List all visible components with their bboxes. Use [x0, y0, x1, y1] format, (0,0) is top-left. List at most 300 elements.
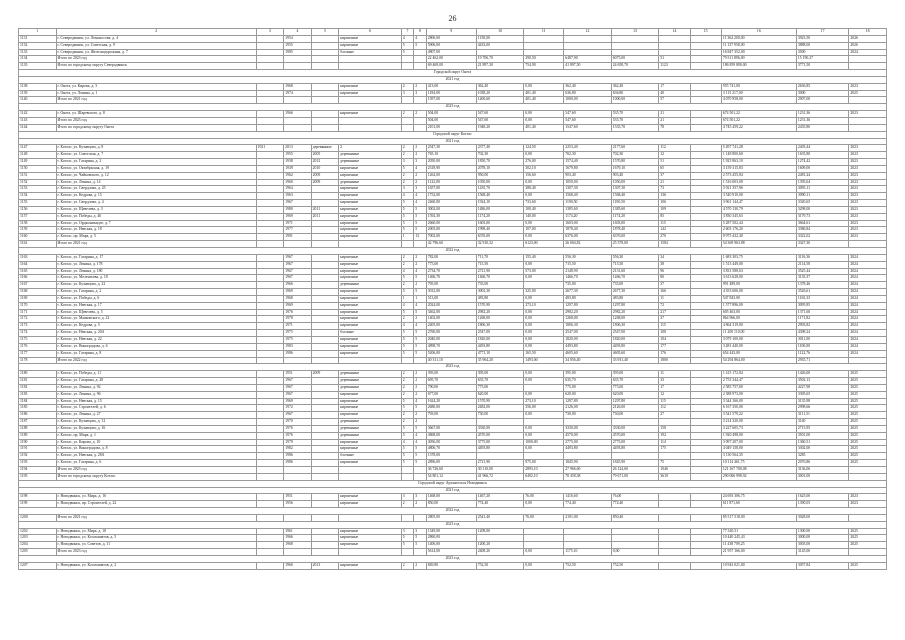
table-cell: 4771,10	[476, 350, 524, 357]
column-number: 18	[849, 29, 887, 36]
table-cell: 775,00	[476, 384, 524, 391]
table-cell: г. Котлас, ул. Чайковского, д. 12	[56, 172, 256, 179]
table-cell: 975,00	[524, 460, 564, 467]
table-cell: 1998,40	[476, 227, 524, 234]
table-cell: 3090,11	[796, 193, 849, 200]
table-cell: 1967	[284, 378, 312, 385]
table-cell	[256, 446, 284, 453]
table-cell	[414, 63, 427, 70]
table-cell: 41 966,72	[476, 473, 524, 480]
table-cell: кирпичные	[339, 446, 402, 453]
table-cell: 3322,02	[796, 234, 849, 241]
table-cell	[849, 357, 887, 364]
table-cell: 1134	[19, 56, 57, 63]
table-cell: 79 511 896,00	[721, 56, 796, 63]
table-cell: 5	[401, 213, 414, 220]
table-cell: 1172	[19, 316, 57, 323]
table-cell: 2	[401, 391, 414, 398]
table-cell: 4	[401, 268, 414, 275]
table-cell: 176	[659, 350, 690, 357]
table-cell: кирпичные	[339, 343, 402, 350]
table-cell	[401, 124, 414, 131]
table-cell	[311, 535, 339, 542]
table-cell: 5	[401, 425, 414, 432]
table-cell: 2009	[311, 172, 339, 179]
table-cell	[311, 439, 339, 446]
table-cell: 1967	[284, 275, 312, 282]
table-cell: 2	[414, 371, 427, 378]
table-cell: 674 501,22	[721, 117, 796, 124]
table-cell: 1190	[19, 439, 57, 446]
table-cell: 1939	[284, 165, 312, 172]
table-row	[19, 97, 887, 104]
table-cell: 1156	[19, 206, 57, 213]
table-cell: 1165	[19, 268, 57, 275]
table-cell: кирпичные	[339, 42, 402, 49]
table-cell: кирпичные	[339, 398, 402, 405]
table-cell: 3002,30	[476, 289, 524, 296]
table-row	[19, 391, 887, 398]
table-cell: 21	[659, 111, 690, 118]
table-cell: 2023	[849, 193, 887, 200]
table-cell: 5	[401, 446, 414, 453]
table-cell: 1171	[19, 309, 57, 316]
table-cell: 4493,80	[611, 343, 659, 350]
table-cell: г. Котлас, ул. Ленина, д. 180	[56, 268, 256, 275]
table-cell: 3	[414, 90, 427, 97]
table-cell	[256, 42, 284, 49]
table-cell: 140,00	[524, 213, 564, 220]
table-cell	[311, 282, 339, 289]
table-cell: 1964	[284, 186, 312, 193]
table-cell: 1975	[284, 330, 312, 337]
table-cell	[256, 542, 284, 549]
table-cell: 2023	[849, 220, 887, 227]
table-cell: 2998,66	[796, 405, 849, 412]
table-cell	[690, 350, 721, 357]
table-row	[19, 316, 887, 323]
table-cell: 2024	[849, 316, 887, 323]
table-cell: 106	[659, 200, 690, 207]
table-cell: 1038,20	[476, 90, 524, 97]
table-cell: 1385,60	[611, 206, 659, 213]
table-cell	[311, 227, 339, 234]
table-cell	[690, 111, 721, 118]
table-cell: 0,00	[524, 391, 564, 398]
table-cell: 2	[414, 254, 427, 261]
table-cell	[311, 514, 339, 521]
table-cell	[311, 316, 339, 323]
table-cell: 1184,00	[426, 90, 476, 97]
table-cell: 1609,00	[796, 165, 849, 172]
table-cell: 2024	[849, 336, 887, 343]
table-cell: 1402,00	[426, 316, 476, 323]
table-cell: 5 287 502,44	[721, 220, 796, 227]
table-cell: 775,00	[564, 384, 612, 391]
table-cell	[524, 535, 564, 542]
table-cell: г. Котлас, ул. Невская, д. 17	[56, 302, 256, 309]
table-cell: 3 541 579,22	[721, 412, 796, 419]
table-cell: 3111,51	[796, 412, 849, 419]
table-cell: 3771,50	[796, 63, 849, 70]
table-cell	[256, 172, 284, 179]
table-cell: 0,00	[611, 549, 659, 556]
table-cell: кирпичные	[339, 501, 402, 508]
table-cell	[690, 501, 721, 508]
table-cell	[690, 439, 721, 446]
table-cell: 2907,00	[796, 97, 849, 104]
table-cell: 782,00	[426, 254, 476, 261]
table-cell: 1268,00	[564, 316, 612, 323]
table-cell: кирпичные	[339, 111, 402, 118]
table-cell: деревянные	[339, 384, 402, 391]
table-row	[19, 323, 887, 330]
table-cell: 1 148 800,60	[721, 152, 796, 159]
table-cell: 3000,00	[796, 535, 849, 542]
table-cell: деревянные	[339, 425, 402, 432]
section-heading-row	[19, 138, 887, 145]
table-cell: 2025	[849, 542, 887, 549]
table-cell: кирпичные	[339, 206, 402, 213]
table-cell: 1966	[284, 282, 312, 289]
table-cell: 3	[401, 186, 414, 193]
table-cell: 77 320,51	[721, 528, 796, 535]
table-cell: 1158	[19, 220, 57, 227]
table-cell: 4570,00	[611, 432, 659, 439]
table-cell	[311, 289, 339, 296]
table-cell: 1160	[19, 234, 57, 241]
table-cell: 775,00	[426, 261, 476, 268]
table-cell: 69 469,00	[426, 63, 476, 70]
table-cell: г. Онега, ул. Кирова, д. 3	[56, 83, 256, 90]
table-cell: 17	[659, 384, 690, 391]
table-cell: 1 415 172,84	[721, 371, 796, 378]
table-cell: г. Новодвинск, ул. Мира, д. 16	[56, 494, 256, 501]
table-cell: 4	[401, 302, 414, 309]
table-cell	[659, 549, 690, 556]
table-cell: 5	[414, 460, 427, 467]
table-cell: 620,00	[564, 391, 612, 398]
table-cell: 34 056,40	[564, 357, 612, 364]
table-cell: 1547,60	[564, 124, 612, 131]
table-cell: 1 516 003,00	[721, 179, 796, 186]
table-cell: 2025	[849, 384, 887, 391]
table-cell: 80	[659, 275, 690, 282]
table-cell: 2896,00	[426, 460, 476, 467]
table-cell: 4 864 319,00	[721, 323, 796, 330]
table-cell	[311, 460, 339, 467]
table-cell: 2050,00	[426, 159, 476, 166]
table-cell: 2	[401, 419, 414, 426]
table-cell	[256, 350, 284, 357]
table-row	[19, 562, 887, 569]
table-cell	[659, 494, 690, 501]
table-cell: 2 388 973,00	[721, 391, 796, 398]
table-cell: 5	[414, 227, 427, 234]
table-cell: 1976	[284, 432, 312, 439]
table-cell	[690, 446, 721, 453]
table-cell	[256, 501, 284, 508]
table-cell	[256, 494, 284, 501]
table-cell	[256, 473, 284, 480]
table-cell: 1168	[19, 289, 57, 296]
table-cell: 774,40	[564, 501, 612, 508]
table-cell: 75	[659, 460, 690, 467]
table-cell	[690, 453, 721, 460]
table-cell: 6075,00	[611, 56, 659, 63]
table-cell: 1466,70	[426, 275, 476, 282]
table-cell	[524, 528, 564, 535]
section-heading-row	[19, 364, 887, 371]
table-cell	[690, 165, 721, 172]
table-row	[19, 193, 887, 200]
table-cell: 1159	[19, 227, 57, 234]
table-cell: 395,00	[611, 371, 659, 378]
table-cell: 702,30	[476, 152, 524, 159]
table-cell: 1 925 863,10	[721, 159, 796, 166]
table-cell: г. Котлас, ул. Ленина, д. 14	[56, 179, 256, 186]
table-cell: 1149	[19, 159, 57, 166]
table-cell: кирпичные	[339, 295, 402, 302]
table-row	[19, 412, 887, 419]
table-cell: кирпичные	[339, 200, 402, 207]
table-cell: 3923,50	[796, 35, 849, 42]
table-cell	[690, 213, 721, 220]
table-cell: 547,60	[564, 117, 612, 124]
table-cell: 1200,20	[476, 542, 524, 549]
table-cell: 395,00	[426, 371, 476, 378]
table-cell: 2148,90	[564, 268, 612, 275]
table-cell: 730,00	[476, 412, 524, 419]
table-cell: г. Котлас, ул. Орджоникидзе, д. 7	[56, 220, 256, 227]
table-cell: 2076,86	[796, 460, 849, 467]
table-cell: 1597,00	[426, 97, 476, 104]
table-cell: 4605,60	[611, 350, 659, 357]
table-cell	[414, 49, 427, 56]
table-cell: 5	[401, 343, 414, 350]
table-cell: 1274,42	[796, 159, 849, 166]
section-heading-row	[19, 104, 887, 111]
table-cell	[690, 528, 721, 535]
table-cell: кирпичные	[339, 302, 402, 309]
table-cell: 1385,60	[564, 206, 612, 213]
table-cell: 2	[401, 384, 414, 391]
table-cell: 2126,00	[564, 405, 612, 412]
table-cell: г. Котлас, ул. Победы, д. 46	[56, 213, 256, 220]
table-cell	[524, 42, 564, 49]
table-cell: 5	[401, 453, 414, 460]
table-row	[19, 535, 887, 542]
table-cell: 2024	[849, 323, 887, 330]
table-cell: г. Котлас, ул. Невская, д. 22	[56, 336, 256, 343]
table-cell: 2	[401, 501, 414, 508]
table-cell: 636,80	[611, 90, 659, 97]
section-heading-row	[19, 487, 887, 494]
table-cell: 1986	[284, 453, 312, 460]
table-cell: 79 671,00	[611, 473, 659, 480]
table-cell: 4493,80	[564, 343, 612, 350]
table-cell: 2024	[849, 282, 887, 289]
table-cell: 605 463,00	[721, 309, 796, 316]
table-cell: 1198	[19, 494, 57, 501]
table-cell: 1231,36	[796, 111, 849, 118]
table-cell: 1570,80	[611, 159, 659, 166]
table-cell	[401, 357, 414, 364]
table-cell: 1971	[284, 323, 312, 330]
table-row	[19, 514, 887, 521]
table-cell: 3	[401, 494, 414, 501]
table-cell: 1406,00	[426, 542, 476, 549]
section-heading: 2021 год	[19, 138, 887, 145]
table-cell: 4	[401, 193, 414, 200]
table-cell: 2005,00	[426, 227, 476, 234]
table-row	[19, 275, 887, 282]
table-cell: 1349,00	[426, 528, 476, 535]
table-cell: 2547,00	[611, 330, 659, 337]
table-cell: 2025	[849, 439, 887, 446]
table-cell: 5	[401, 227, 414, 234]
table-cell: 2893,10	[524, 467, 564, 474]
table-row	[19, 42, 887, 49]
table-cell: 3028,00	[796, 514, 849, 521]
table-cell: 1820,00	[611, 336, 659, 343]
column-number: 11	[524, 29, 564, 36]
table-cell	[690, 460, 721, 467]
table-cell: кирпичные	[339, 336, 402, 343]
table-cell: г. Котлас, ул. Невская, д. 28А	[56, 453, 256, 460]
table-cell: 1171,82	[796, 316, 849, 323]
table-cell: 96	[659, 268, 690, 275]
section-heading-row	[19, 508, 887, 515]
table-cell: 30 110,00	[476, 467, 524, 474]
table-row	[19, 186, 887, 193]
table-cell: 2023	[849, 234, 887, 241]
table-cell: кирпичные	[339, 213, 402, 220]
table-cell: 4570,00	[476, 432, 524, 439]
table-cell: кирпичные	[339, 323, 402, 330]
table-cell	[690, 535, 721, 542]
table-cell: г. Котлас, ул. Кедрова, д. 15	[56, 193, 256, 200]
table-cell: 775,00	[611, 384, 659, 391]
table-row	[19, 254, 887, 261]
table-cell: 1175,10	[564, 549, 612, 556]
table-cell: 4	[414, 200, 427, 207]
table-cell	[311, 357, 339, 364]
table-cell	[256, 193, 284, 200]
table-cell: 1955	[284, 152, 312, 159]
table-cell	[690, 391, 721, 398]
column-number: 17	[796, 29, 849, 36]
table-cell: 1189	[19, 432, 57, 439]
table-cell: 850,00	[426, 501, 476, 508]
table-cell	[690, 549, 721, 556]
table-cell: 2025	[849, 432, 887, 439]
section-heading: 2021 год	[19, 76, 887, 83]
table-cell	[564, 528, 612, 535]
table-cell: г. Котлас, ул. Маяковского, д. 22	[56, 316, 256, 323]
table-cell	[659, 49, 690, 56]
table-cell: 6487,90	[564, 56, 612, 63]
table-cell: 5	[414, 275, 427, 282]
table-cell	[690, 186, 721, 193]
table-cell: 5	[414, 405, 427, 412]
table-cell: 4	[414, 439, 427, 446]
table-cell: 2982,20	[476, 309, 524, 316]
table-cell: 40	[659, 90, 690, 97]
table-row	[19, 90, 887, 97]
table-cell: г. Котлас, ул. Кузнецова, д. 22	[56, 282, 256, 289]
table-cell: 2734,70	[426, 268, 476, 275]
table-cell: 730,00	[564, 412, 612, 419]
table-cell: 1180	[19, 371, 57, 378]
table-cell: 1158,00	[476, 35, 524, 42]
table-cell: кирпичные	[339, 528, 402, 535]
table-cell: 2903,82	[796, 323, 849, 330]
table-cell	[339, 97, 402, 104]
table-cell: 1390,05	[796, 501, 849, 508]
table-cell: 3135,37	[796, 275, 849, 282]
table-cell: кирпичные	[339, 254, 402, 261]
table-cell: 1986	[284, 460, 312, 467]
table-cell: 362,40	[476, 83, 524, 90]
table-cell	[849, 241, 887, 248]
table-cell	[311, 193, 339, 200]
table-cell: 2	[414, 562, 427, 569]
table-cell: 3775,00	[476, 439, 524, 446]
table-cell: 1164	[19, 261, 57, 268]
table-cell	[690, 562, 721, 569]
table-cell: 0,00	[524, 316, 564, 323]
table-cell: 1307,30	[611, 186, 659, 193]
table-cell: 1203	[19, 535, 57, 542]
table-cell: 1967	[284, 268, 312, 275]
table-cell: деревянные	[339, 432, 402, 439]
table-cell: 3502,13	[796, 378, 849, 385]
table-cell: 11	[659, 295, 690, 302]
table-cell: 388,40	[524, 186, 564, 193]
table-cell	[256, 405, 284, 412]
table-cell: 2023	[849, 501, 887, 508]
table-cell: 5	[414, 535, 427, 542]
table-cell: 115	[659, 323, 690, 330]
table-cell: 0,00	[524, 261, 564, 268]
table-cell: 4806,70	[426, 446, 476, 453]
table-cell: 1568,40	[476, 193, 524, 200]
table-cell: 2025	[849, 405, 887, 412]
table-cell: 483,80	[476, 295, 524, 302]
table-cell: 2	[414, 501, 427, 508]
table-cell: 2775,00	[611, 439, 659, 446]
table-cell: 2040,00	[426, 336, 476, 343]
table-cell: 4605,60	[564, 350, 612, 357]
table-cell	[690, 193, 721, 200]
table-cell	[311, 83, 339, 90]
table-cell	[690, 295, 721, 302]
table-cell: 1850,70	[476, 159, 524, 166]
table-cell: 1969	[284, 289, 312, 296]
table-cell: 1568,40	[564, 193, 612, 200]
table-cell	[659, 528, 690, 535]
table-cell: 2	[401, 83, 414, 90]
table-cell	[690, 124, 721, 131]
table-cell	[690, 145, 721, 152]
table-cell: 1625,00	[796, 494, 849, 501]
table-cell: 5	[414, 289, 427, 296]
table-cell: 1166	[19, 275, 57, 282]
column-number: 9	[426, 29, 476, 36]
table-cell: г. Котлас, ул. Строителей, д. 6	[56, 405, 256, 412]
table-cell: 1157	[19, 213, 57, 220]
